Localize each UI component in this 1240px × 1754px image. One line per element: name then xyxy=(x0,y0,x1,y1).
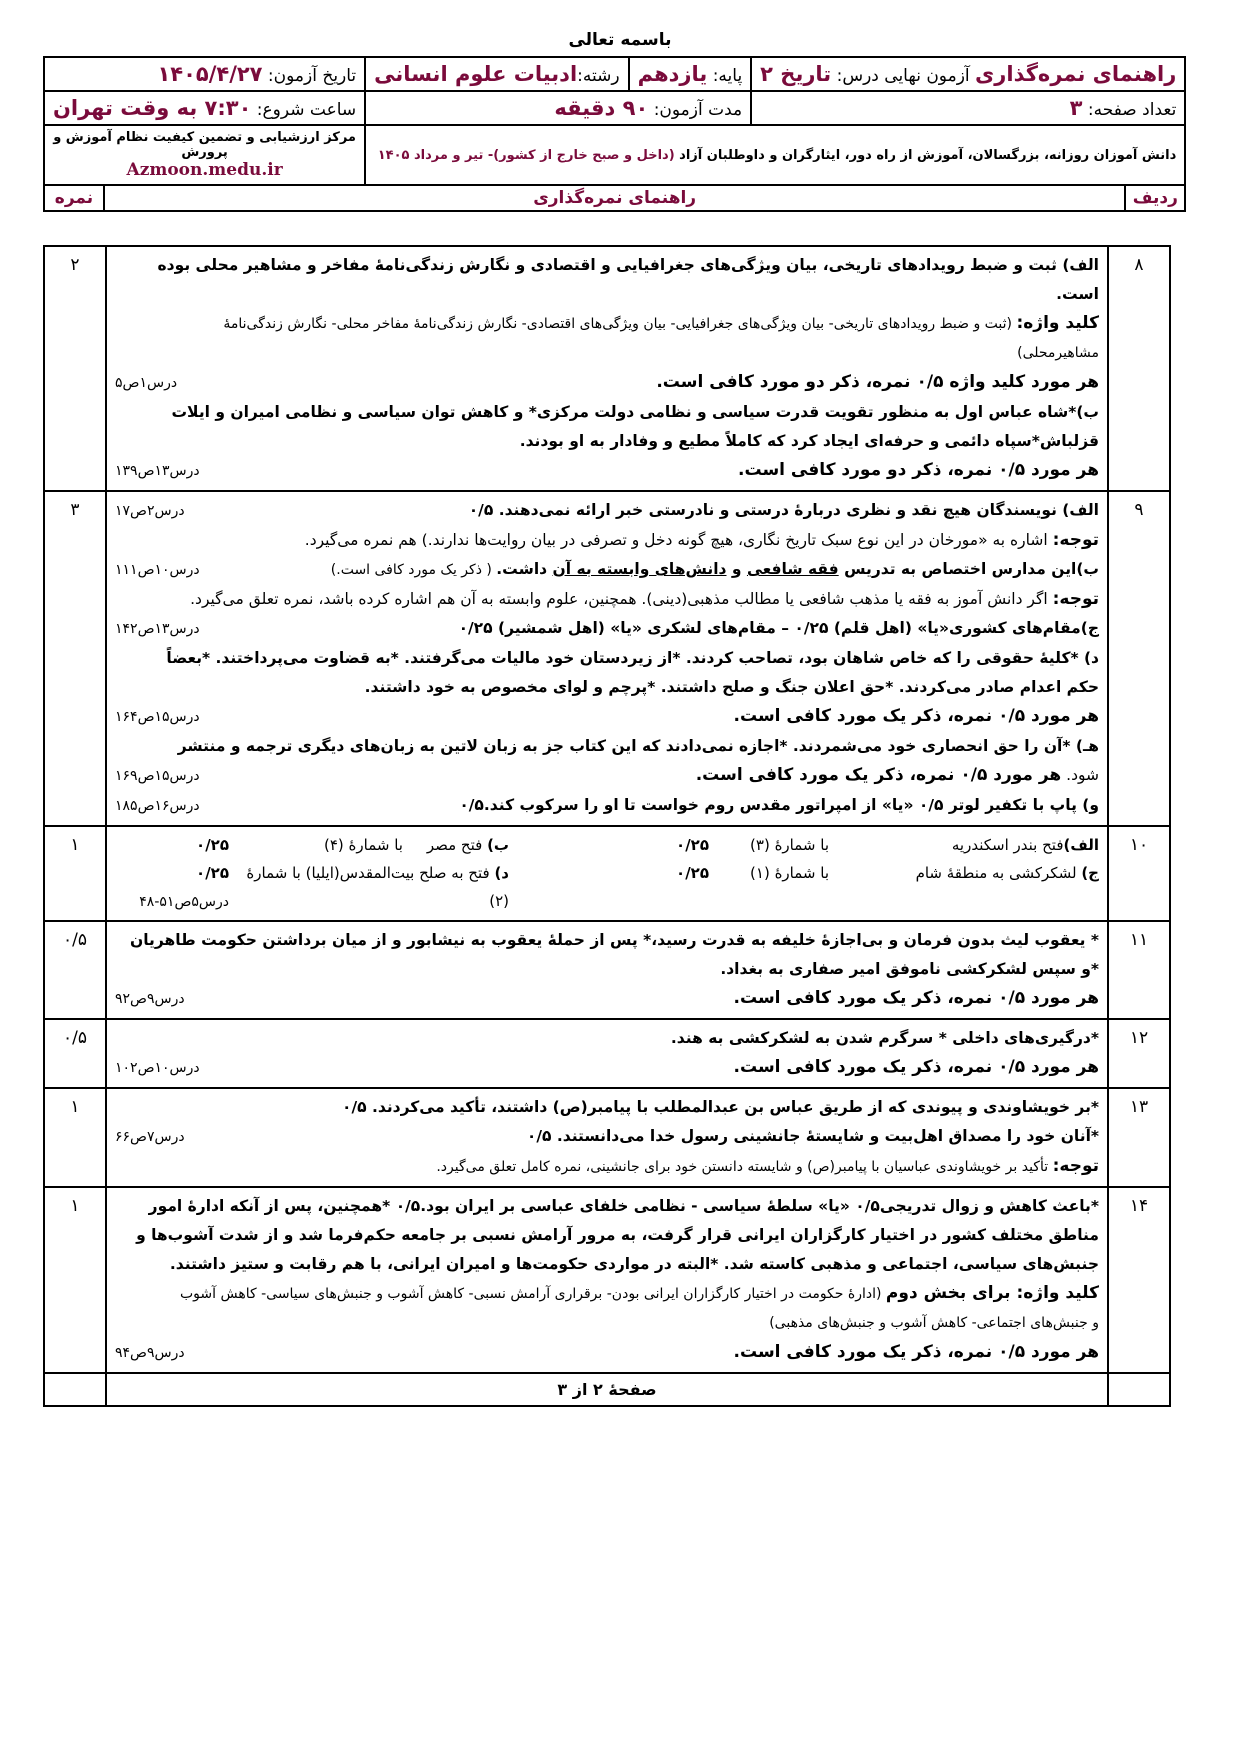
keyword-text: مشاهیرمحلی) xyxy=(1017,345,1099,361)
row-number: ۱۰ xyxy=(1108,826,1170,921)
date-label: تاریخ آزمون: xyxy=(267,66,357,86)
row-number: ۹ xyxy=(1108,491,1170,826)
keyword-text: (ادارهٔ حکومت در اختیار کارگزاران ایرانی بودن- برقراری آرامش نسبی- کاهش آشوب و جنبش‌های سیاسی- کاهش آشوب xyxy=(180,1286,886,1302)
row-number: ۱۲ xyxy=(1108,1019,1170,1088)
item-text: لشکرکشی به منطقهٔ شام xyxy=(915,864,1077,882)
pages-cell xyxy=(751,91,1185,125)
lesson-ref: درس۷ص۶۶ xyxy=(115,1129,185,1145)
row-score: ۰/۵ xyxy=(44,921,106,1019)
footer-row xyxy=(44,1373,1170,1406)
row-number: ۱۴ xyxy=(1108,1187,1170,1373)
table-row xyxy=(44,1088,1170,1187)
answer-line: و) پاپ با تکفیر لوتر ۰/۵ «یا» از امپراتور مقدس روم خواست تا او را سرکوب کند.۰/۵ xyxy=(459,796,1099,814)
table-row xyxy=(44,1187,1170,1373)
pages-value: ۳ xyxy=(1069,96,1083,120)
answer-line: مناطق مختلف کشور در اختیار کارگزاران ایرانی قرار گرفت، به مرور آرامش نسبی بر جامعه حکم‌فرما شد و از شدت آشوب‌ها و xyxy=(136,1226,1099,1244)
row-score: ۱ xyxy=(44,1187,106,1373)
note-text: اشاره به «مورخان در این نوع سبک تاریخ نگاری، هیچ گونه دخل و تصرفی در بیان روایت‌ها ندارند.) هم نمره می‌گیرد. xyxy=(304,531,1053,549)
lesson-ref: درس۱۳ص۱۳۹ xyxy=(115,463,200,479)
answer-line: و xyxy=(726,560,747,578)
course-name: تاریخ ۲ xyxy=(760,62,832,86)
answer-line: ب)این مدارس اختصاص به تدریس xyxy=(838,560,1099,578)
page-number: صفحهٔ ۲ از ۳ xyxy=(106,1373,1108,1406)
item-score: ۰/۲۵ xyxy=(676,864,709,882)
answer-line: هـ) *آن را حق انحصاری خود می‌شمردند. *اجازه نمی‌دادند که این کتاب جز به زبان لاتین به زبان‌های دیگری ترجمه و منتشر xyxy=(177,737,1099,755)
col-score-header: نمره xyxy=(45,186,105,210)
scoring-rule: هر مورد ۰/۵ نمره، ذکر یک مورد کافی است. xyxy=(695,765,1062,785)
note-text: ( ذکر یک مورد کافی است.) xyxy=(330,562,497,578)
duration-label: مدت آزمون: xyxy=(653,100,743,120)
answer-line: ب)*شاه عباس اول به منظور تقویت قدرت سیاسی و نظامی دولت مرکزی* و کاهش توان سیاسی و نظامی امیران و ایلات xyxy=(171,403,1099,421)
scoring-rule: هر مورد ۰/۵ نمره، ذکر یک مورد کافی است. xyxy=(733,988,1099,1008)
item-score: ۰/۲۵ xyxy=(196,836,229,854)
lesson-ref: درس۲ص۱۷ xyxy=(115,503,185,519)
audience-cell xyxy=(365,125,1185,185)
field-value: ادبیات علوم انسانی xyxy=(374,62,578,86)
date-value: ۱۴۰۵/۴/۲۷ xyxy=(157,62,263,86)
scoring-rule: هر مورد ۰/۵ نمره، ذکر یک مورد کافی است. xyxy=(733,1057,1099,1077)
answer-line: د) *کلیهٔ حقوقی را که خاص شاهان بود، تصاحب کردند. *از زیردستان خود مالیات می‌گرفتند. *به قضاوت می‌پرداختند. *بعضاً xyxy=(166,649,1099,667)
item-label: ب) xyxy=(487,836,509,854)
guide-label: راهنمای نمره‌گذاری xyxy=(975,62,1177,86)
item-number: با شمارهٔ (۳) xyxy=(750,836,829,854)
lesson-ref: درس۵ص۵۱-۴۸ xyxy=(139,894,229,910)
answer-line: حکم اعدام صادر می‌کردند. *حق اعلان جنگ و صلح داشتند. *پرچم و لوای مخصوص به خود داشتند. xyxy=(364,678,1099,696)
table-row xyxy=(44,826,1170,921)
row-score: ۳ xyxy=(44,491,106,826)
item-score: ۰/۲۵ xyxy=(676,836,709,854)
lesson-ref: درس۱۶ص۱۸۵ xyxy=(115,798,200,814)
page-heading: باسمه تعالی xyxy=(568,30,672,50)
answer-line: الف) نویسندگان هیچ نقد و نظری دربارهٔ درستی و نادرستی خبر ارائه نمی‌دهند. ۰/۵ xyxy=(468,501,1099,519)
lesson-ref: درس۹ص۹۲ xyxy=(115,991,185,1007)
lesson-ref: درس۱ص۵ xyxy=(115,375,178,391)
scoring-rule: هر مورد ۰/۵ نمره، ذکر یک مورد کافی است. xyxy=(733,1342,1099,1362)
start-cell xyxy=(44,91,365,125)
item-score: ۰/۲۵ xyxy=(196,864,229,882)
item-label: ج) xyxy=(1081,864,1099,882)
lesson-ref: درس۱۳ص۱۴۲ xyxy=(115,621,200,637)
answer-line: شود. xyxy=(1061,766,1099,784)
item-number: با شمارهٔ (۴) xyxy=(324,836,403,854)
field-cell xyxy=(365,57,628,91)
lesson-ref: درس۱۰ص۱۰۲ xyxy=(115,1060,200,1076)
exam-header xyxy=(43,56,1186,212)
answer-line: جنبش‌های سیاسی، اجتماعی و مذهبی کاسته شد. *البته در مواردی حکومت‌ها و امیران ایرانی، با هم رقابت و ستیز داشتند. xyxy=(169,1255,1099,1273)
keyword-text: و جنبش‌های اجتماعی- کاهش آشوب و جنبش‌های مذهبی) xyxy=(769,1315,1099,1331)
item-label: الف) xyxy=(1063,836,1099,854)
keyword-text: (ثبت و ضبط رویدادهای تاریخی- بیان ویژگی‌های جغرافیایی- بیان ویژگی‌های اقتصادی- نگارش زندگی‌نامهٔ مفاخر محلی- نگارش زندگی‌نامهٔ xyxy=(223,316,1017,332)
grade-label: پایه: xyxy=(712,66,743,86)
audience-highlight: (داخل و صبح خارج از کشور)- تیر و مرداد ۱۴۰۵ xyxy=(377,147,675,163)
start-label: ساعت شروع: xyxy=(256,100,357,120)
answer-table xyxy=(43,245,1171,1407)
exam-label: آزمون نهایی درس: xyxy=(836,66,970,86)
answer-line: *باعث کاهش و زوال تدریجی۰/۵ «یا» سلطهٔ سیاسی - نظامی خلفای عباسی بر ایران بود.۰/۵ *همچنین، پس از آنکه ادارهٔ امور xyxy=(148,1197,1099,1215)
answer-body xyxy=(106,1187,1108,1373)
row-number: ۸ xyxy=(1108,246,1170,491)
answer-line: *بر خویشاوندی و پیوندی که از طریق عباس بن عبدالمطلب با پیامبر(ص) داشتند، تأکید می‌کردند. ۰/۵ xyxy=(342,1098,1099,1116)
lesson-ref: درس۱۰ص۱۱۱ xyxy=(115,562,200,578)
row-score: ۱ xyxy=(44,826,106,921)
answer-line: داشت. xyxy=(496,560,553,578)
answer-body xyxy=(106,491,1108,826)
audience-text: دانش آموزان روزانه، بزرگسالان، آموزش از راه دور، ایثارگران و داوطلبان آزاد xyxy=(679,147,1177,163)
column-header-row xyxy=(44,185,1185,211)
keyword-label: کلید واژه: xyxy=(1016,1283,1099,1303)
table-row xyxy=(44,1019,1170,1088)
answer-line: *و سپس لشکرکشی ناموفق امیر صفاری به بغداد. xyxy=(720,960,1099,978)
table-row xyxy=(44,246,1170,491)
item-number: با شمارهٔ (۱) xyxy=(750,864,829,882)
lesson-ref: درس۹ص۹۴ xyxy=(115,1345,185,1361)
answer-line: الف) ثبت و ضبط رویدادهای تاریخی، بیان ویژگی‌های جغرافیایی و اقتصادی و نگارش زندگی‌نامهٔ مفاخر و مشاهیر محلی بوده است. xyxy=(157,256,1099,303)
scoring-rule: هر مورد ۰/۵ نمره، ذکر دو مورد کافی است. xyxy=(737,460,1099,480)
row-score: ۱ xyxy=(44,1088,106,1187)
item-text: فتح مصر xyxy=(426,836,483,854)
col-row-header: ردیف xyxy=(1124,186,1184,210)
note-text: تأکید بر خویشاوندی عباسیان با پیامبر(ص) و شایسته دانستن خود برای جانشینی، نمره کامل تعلق می‌گیرد. xyxy=(436,1159,1053,1175)
center-name: مرکز ارزشیابی و تضمین کیفیت نظام آموزش و پرورش xyxy=(53,130,356,160)
note-label: توجه: xyxy=(1052,589,1099,609)
pages-label: تعداد صفحه: xyxy=(1087,100,1177,120)
scoring-rule: هر مورد ۰/۵ نمره، ذکر یک مورد کافی است. xyxy=(733,706,1099,726)
answer-line: دانش‌های وابسته به آن xyxy=(552,560,727,578)
row-number: ۱۳ xyxy=(1108,1088,1170,1187)
site-link[interactable]: Azmoon.medu.ir xyxy=(126,160,283,180)
lesson-ref: درس۱۵ص۱۶۴ xyxy=(115,709,200,725)
item-text: فتح به صلح بیت‌المقدس(ایلیا) xyxy=(305,864,490,882)
center-cell xyxy=(44,125,365,185)
grade-value: یازدهم xyxy=(637,62,708,86)
guide-title-cell xyxy=(751,57,1185,91)
table-row xyxy=(44,491,1170,826)
duration-value: ۹۰ دقیقه xyxy=(554,96,649,120)
keyword-label: کلید واژه: xyxy=(1016,313,1099,333)
item-number: با شمارهٔ (۲) xyxy=(246,864,509,910)
start-value: ۷:۳۰ به وقت تهران xyxy=(53,96,252,120)
field-label: رشته: xyxy=(577,66,620,86)
keyword-head: برای بخش دوم xyxy=(885,1283,1017,1303)
answer-line: ج)مقام‌های کشوری«یا» (اهل قلم) ۰/۲۵ – مقام‌های لشکری «یا» (اهل شمشیر) ۰/۲۵ xyxy=(458,619,1099,637)
grade-cell xyxy=(629,57,752,91)
answer-line: قزلباش*سپاه دائمی و حرفه‌ای ایجاد کرد که کاملاً مطیع و وفادار به او بودند. xyxy=(519,432,1099,450)
answer-line: فقه شافعی xyxy=(746,560,839,578)
answer-body xyxy=(106,1088,1108,1187)
col-guide-header: راهنمای نمره‌گذاری xyxy=(533,188,697,208)
answer-body xyxy=(106,1019,1108,1088)
row-score: ۰/۵ xyxy=(44,1019,106,1088)
answer-body xyxy=(106,826,1108,921)
note-label: توجه: xyxy=(1052,1156,1099,1176)
date-cell xyxy=(44,57,365,91)
scoring-rule: هر مورد کلید واژه ۰/۵ نمره، ذکر دو مورد کافی است. xyxy=(656,372,1099,392)
row-number: ۱۱ xyxy=(1108,921,1170,1019)
note-text: اگر دانش آموز به فقه یا مذهب شافعی یا مطالب مذهبی(دینی). همچنین، علوم وابسته به آن هم اشاره کرده باشد، نمره تعلق می‌گیرد. xyxy=(190,590,1053,608)
item-text: فتح بندر اسکندریه xyxy=(951,836,1064,854)
answer-line: * یعقوب لیث بدون فرمان و بی‌اجازهٔ خلیفه به قدرت رسید،* پس از حملهٔ یعقوب به نیشابور و از میان برداشتن حکومت طاهریان xyxy=(130,931,1099,949)
duration-cell xyxy=(365,91,751,125)
item-label: د) xyxy=(494,864,509,882)
answer-line: *درگیری‌های داخلی * سرگرم شدن به لشکرکشی به هند. xyxy=(670,1029,1099,1047)
table-row xyxy=(44,921,1170,1019)
answer-body xyxy=(106,921,1108,1019)
answer-line: *آنان خود را مصداق اهل‌بیت و شایستهٔ جانشینی رسول خدا می‌دانستند. ۰/۵ xyxy=(526,1127,1099,1145)
note-label: توجه: xyxy=(1052,530,1099,550)
lesson-ref: درس۱۵ص۱۶۹ xyxy=(115,768,200,784)
answer-body xyxy=(106,246,1108,491)
row-score: ۲ xyxy=(44,246,106,491)
